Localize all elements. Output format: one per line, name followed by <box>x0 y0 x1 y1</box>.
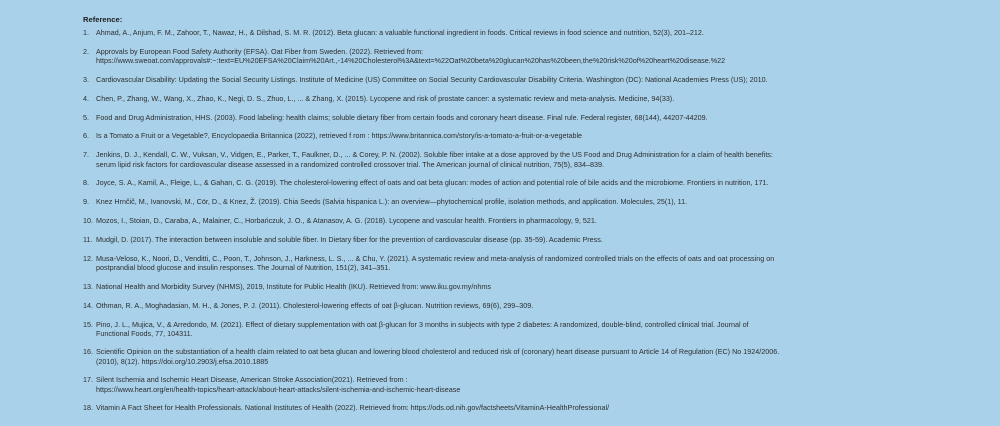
reference-text: Joyce, S. A., Kamil, A., Fleige, L., & Gahan, C. G. (2019). The cholesterol-lowering effect of oats and oat beta glucan: modes of action and potential role of bile acids and the microbiome. Frontiers in nutrition, 171. <box>96 178 769 188</box>
reference-item <box>83 197 923 206</box>
reference-item <box>83 254 923 272</box>
reference-number: 16. <box>83 347 93 357</box>
reference-heading: Reference: <box>83 15 123 24</box>
reference-text: Chen, P., Zhang, W., Wang, X., Zhao, K., Negi, D. S., Zhuo, L., ... & Zhang, X. (2015). Lycopene and risk of prostate cancer: a systematic review and meta-analysis. Medicine, 94(33). <box>96 93 675 103</box>
reference-number: 18. <box>83 403 93 413</box>
reference-number: 4. <box>83 93 89 103</box>
reference-number: 11. <box>83 234 93 244</box>
reference-item <box>83 403 923 412</box>
reference-number: 10. <box>83 216 93 226</box>
reference-text: Approvals by European Food Safety Authority (EFSA). Oat Fiber from Sweden. (2022). Retrieved from: https://www.sweoat.com/approvals#:~:text=EU%20EFSA%20Claim%20Art.,-14%20Cholesterol%3A&text=%22Oat%20beta%20glucan%20has%20been,the%20risk%20of%20heart%20disease.%22 <box>96 46 726 66</box>
reference-number: 6. <box>83 131 89 141</box>
reference-number: 1. <box>83 28 89 37</box>
reference-item <box>83 75 923 84</box>
reference-text: Food and Drug Administration, HHS. (2003). Food labeling: health claims; soluble dietary fiber from certain foods and coronary heart disease. Final rule. Federal register, 68(144), 44207-44209. <box>96 112 708 122</box>
reference-item <box>83 113 923 122</box>
reference-number: 12. <box>83 253 93 263</box>
reference-number: 15. <box>83 319 93 329</box>
reference-text: Is a Tomato a Fruit or a Vegetable?, Encyclopaedia Britannica (2022), retrieved f rom : https://www.britannica.com/story/is-a-tomato-a-fruit-or-a-vegetable <box>96 131 583 141</box>
reference-number: 17. <box>83 375 93 385</box>
reference-item <box>83 347 923 365</box>
reference-item <box>83 150 923 168</box>
reference-text: Scientific Opinion on the substantiation of a health claim related to oat beta glucan and lowering blood cholesterol and reduced risk of (coronary) heart disease pursuant to Article 14 of Regulation (EC) No 1924/2006. (2010), 8(12). https://doi.org/10.2903/j.efsa.2010.1885 <box>96 347 780 366</box>
reference-text: National Health and Morbidity Survey (NHMS), 2019, Institute for Public Health (IKU). Retrieved from: www.iku.gov.my/nhms <box>96 281 491 291</box>
reference-number: 2. <box>83 46 89 56</box>
reference-item <box>83 178 923 187</box>
reference-text: Pino, J. L., Mujica, V., & Arredondo, M. (2021). Effect of dietary supplementation with oat β-glucan for 3 months in subjects with type 2 diabetes: A randomized, double-blind, controlled clinical trial. Journal of Functional Foods, 77, 104311. <box>96 319 749 338</box>
reference-text: Vitamin A Fact Sheet for Health Professionals. National Institutes of Health (2022). Retrieved from: https://ods.od.nih.gov/factsheets/VitaminA-HealthProfessional/ <box>96 403 610 413</box>
reference-item <box>83 94 923 103</box>
reference-text: Mozos, I., Stoian, D., Caraba, A., Malainer, C., Horbańczuk, J. O., & Atanasov, A. G. (2018). Lycopene and vascular health. Frontiers in pharmacology, 9, 521. <box>96 216 597 226</box>
reference-item <box>83 375 923 393</box>
reference-item <box>83 235 923 244</box>
reference-item <box>83 28 923 37</box>
reference-text: Othman, R. A., Moghadasian, M. H., & Jones, P. J. (2011). Cholesterol-lowering effects of oat β-glucan. Nutrition reviews, 69(6), 299–309. <box>96 300 534 310</box>
reference-item <box>83 301 923 310</box>
reference-item <box>83 282 923 291</box>
reference-item <box>83 131 923 140</box>
reference-item <box>83 216 923 225</box>
reference-number: 3. <box>83 74 89 84</box>
reference-list <box>83 28 923 412</box>
reference-text: Ahmad, A., Anjum, F. M., Zahoor, T., Nawaz, H., & Dilshad, S. M. R. (2012). Beta glucan: a valuable functional ingredient in foods. Critical reviews in food science and nutrition, 52(3), 201–212. <box>96 28 704 37</box>
reference-text: Musa-Veloso, K., Noori, D., Venditti, C., Poon, T., Johnson, J., Harkness, L. S., ... & Chu, Y. (2021). A systematic review and meta-analysis of randomized controlled trials on the effects of oats and oat processing on postprandial blood glucose and insulin responses. The Journal of Nutrition, 151(2), 341–351. <box>96 253 775 273</box>
reference-item <box>83 320 923 338</box>
reference-number: 14. <box>83 300 93 310</box>
reference-number: 9. <box>83 197 89 207</box>
reference-number: 5. <box>83 112 89 122</box>
reference-text: Mudgil, D. (2017). The interaction between insoluble and soluble fiber. In Dietary fiber for the prevention of cardiovascular disease (pp. 35-59). Academic Press. <box>96 234 603 244</box>
reference-number: 8. <box>83 178 89 188</box>
reference-text: Knez Hrnčič, M., Ivanovski, M., Cör, D., & Knez, Ž. (2019). Chia Seeds (Salvia hispanica L.): an overview—phytochemical profile, isolation methods, and application. Molecules, 25(1), 11. <box>96 197 688 207</box>
reference-item <box>83 47 923 65</box>
reference-number: 7. <box>83 150 89 160</box>
reference-text: Cardiovascular Disability: Updating the Social Security Listings. Institute of Medicine (US) Committee on Social Security Cardiovascular Disability Criteria. Washington (DC): National Academies Press (US); 2010. <box>96 74 768 84</box>
reference-text: Silent Ischemia and Ischemic Heart Disease, American Stroke Association(2021). Retrieved from : https://www.heart.org/en/health-topics/heart-attack/about-heart-attacks/silent-ischemia-and-ischemic-heart-disease <box>96 375 461 394</box>
reference-number: 13. <box>83 281 93 291</box>
reference-text: Jenkins, D. J., Kendall, C. W., Vuksan, V., Vidgen, E., Parker, T., Faulkner, D., ... & Corey, P. N. (2002). Soluble fiber intake at a dose approved by the US Food and Drug Administration for a claim of health benefits: serum lipid risk factors for cardiovascular disease assessed in a randomized controlled crossover trial. The American journal of clinical nutrition, 75(5), 834–839. <box>96 150 773 169</box>
